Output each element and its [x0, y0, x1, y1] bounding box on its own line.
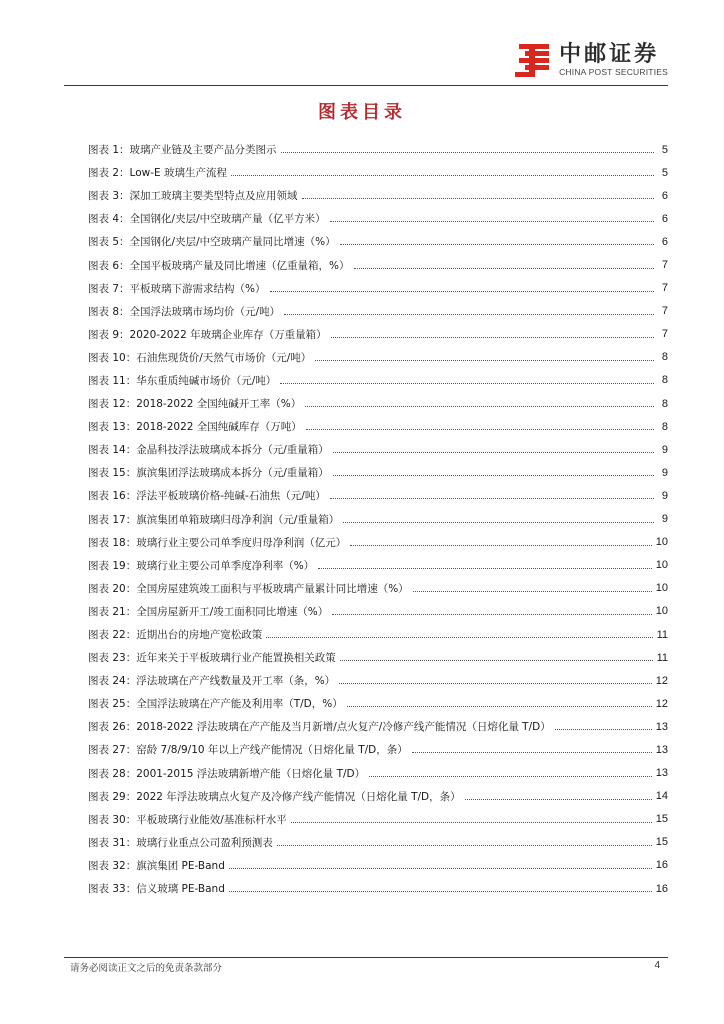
- toc-entry-page-number: 13: [655, 720, 668, 733]
- toc-dot-leader: [270, 291, 654, 292]
- toc-entry[interactable]: [88, 738, 668, 761]
- toc-entry-page-number: 7: [661, 282, 668, 295]
- toc-dot-leader: [284, 314, 654, 315]
- toc-dot-leader: [339, 683, 652, 684]
- toc-entry-label: 图表 13：: [88, 421, 137, 434]
- toc-entry-page-number: 5: [661, 166, 668, 179]
- toc-dot-leader: [306, 429, 654, 430]
- toc-dot-leader: [413, 591, 652, 592]
- page-title: 图表目录: [318, 102, 406, 123]
- toc-entry[interactable]: [88, 600, 668, 623]
- toc-dot-leader: [369, 776, 652, 777]
- toc-entry-label: 图表 15：: [88, 467, 137, 480]
- toc-entry-label: 图表 17：: [88, 513, 137, 526]
- toc-dot-leader: [350, 545, 652, 546]
- toc-entry[interactable]: [88, 577, 668, 600]
- footer-disclaimer: 请务必阅读正文之后的免责条款部分: [70, 963, 223, 974]
- toc-dot-leader: [291, 822, 652, 823]
- toc-dot-leader: [229, 891, 652, 892]
- toc-entry-page-number: 6: [661, 189, 668, 202]
- toc-entry-label: 图表 8：: [88, 305, 130, 318]
- toc-entry-caption: 2020-2022 年玻璃企业库存（万重量箱）: [129, 328, 327, 341]
- toc-entry[interactable]: [88, 508, 668, 531]
- toc-entry-label: 图表 11：: [88, 374, 137, 387]
- toc-dot-leader: [318, 568, 652, 569]
- toc-entry[interactable]: [88, 715, 668, 738]
- toc-entry-caption: 2001-2015 浮法玻璃新增产能（日熔化量 T/D）: [136, 767, 366, 780]
- toc-entry-caption: 全国浮法玻璃市场均价（元/吨）: [129, 305, 281, 318]
- toc-entry-caption: 华东重质纯碱市场价（元/吨）: [136, 374, 277, 387]
- toc-entry-label: 图表 20：: [88, 582, 137, 595]
- toc-entry-label: 图表 10：: [88, 351, 137, 364]
- toc-dot-leader: [266, 637, 652, 638]
- toc-entry-caption: 浮法玻璃在产产线数量及开工率（条，%）: [136, 675, 336, 688]
- toc-dot-leader: [412, 752, 652, 753]
- toc-entry-label: 图表 32：: [88, 859, 137, 872]
- company-logo: [515, 42, 668, 78]
- toc-entry-label: 图表 19：: [88, 559, 137, 572]
- toc-dot-leader: [343, 522, 654, 523]
- page-header: [0, 0, 724, 92]
- toc-entry-label: 图表 25：: [88, 698, 137, 711]
- toc-entry-label: 图表 26：: [88, 721, 137, 734]
- toc-entry-label: 图表 4：: [88, 213, 130, 226]
- toc-entry[interactable]: [88, 877, 668, 900]
- toc-entry[interactable]: [88, 392, 668, 415]
- toc-entry-page-number: 12: [655, 697, 668, 710]
- toc-entry-label: 图表 31：: [88, 836, 137, 849]
- logo-english-name: CHINA POST SECURITIES: [559, 66, 668, 77]
- toc-dot-leader: [305, 406, 654, 407]
- toc-entry-page-number: 9: [661, 466, 668, 479]
- toc-entry-caption: 玻璃行业重点公司盈利预测表: [136, 836, 273, 849]
- toc-entry-label: 图表 2：: [88, 167, 130, 180]
- header-divider: [64, 85, 668, 86]
- toc-dot-leader: [315, 360, 654, 361]
- toc-entry-caption: 全国房屋新开工/竣工面积同比增速（%）: [136, 605, 329, 618]
- toc-entry-page-number: 14: [655, 790, 668, 803]
- toc-entry-page-number: 11: [656, 651, 668, 664]
- toc-entry-label: 图表 16：: [88, 490, 137, 503]
- toc-dot-leader: [229, 868, 652, 869]
- toc-entry-label: 图表 3：: [88, 190, 130, 203]
- toc-entry-caption: 全国浮法玻璃在产产能及利用率（T/D，%）: [136, 698, 343, 711]
- toc-dot-leader: [340, 244, 654, 245]
- toc-entry-label: 图表 6：: [88, 259, 130, 272]
- toc-entry-caption: 近期出台的房地产宽松政策: [136, 629, 263, 642]
- toc-entry-page-number: 9: [661, 513, 668, 526]
- toc-entry-caption: 全国钢化/夹层/中空玻璃产量（亿平方米）: [129, 213, 326, 226]
- toc-entry-page-number: 8: [661, 420, 668, 433]
- toc-entry-page-number: 13: [655, 767, 668, 780]
- toc-entry[interactable]: [88, 692, 668, 715]
- toc-dot-leader: [354, 268, 654, 269]
- toc-dot-leader: [347, 706, 652, 707]
- toc-dot-leader: [231, 175, 654, 176]
- toc-dot-leader: [277, 845, 652, 846]
- toc-dot-leader: [330, 221, 654, 222]
- toc-entry-caption: 全国钢化/夹层/中空玻璃产量同比增速（%）: [129, 236, 336, 249]
- toc-entry-caption: 玻璃产业链及主要产品分类图示: [129, 144, 277, 157]
- toc-entry-page-number: 10: [655, 605, 668, 618]
- toc-entry-page-number: 7: [661, 259, 668, 272]
- toc-entry-caption: 玻璃行业主要公司单季度净利率（%）: [136, 559, 315, 572]
- toc-entry-page-number: 10: [655, 536, 668, 549]
- toc-entry-page-number: 8: [661, 397, 668, 410]
- toc-entry[interactable]: [88, 253, 668, 276]
- toc-entry-label: 图表 21：: [88, 605, 137, 618]
- toc-entry-label: 图表 18：: [88, 536, 137, 549]
- toc-entry[interactable]: [88, 184, 668, 207]
- toc-entry-label: 图表 27：: [88, 744, 137, 757]
- toc-entry-page-number: 9: [661, 489, 668, 502]
- toc-entry-label: 图表 29：: [88, 790, 137, 803]
- toc-entry-label: 图表 9：: [88, 328, 130, 341]
- toc-entry-caption: 2018-2022 全国纯碱库存（万吨）: [136, 421, 302, 434]
- toc-entry[interactable]: [88, 808, 668, 831]
- toc-entry-caption: 2018-2022 浮法玻璃在产产能及当月新增/点火复产/冷修产线产能情况（日熔化量 T/D）: [136, 721, 551, 734]
- toc-entry-caption: 2018-2022 全国纯碱开工率（%）: [136, 398, 302, 411]
- logo-chinese-name: 中邮证券: [559, 41, 660, 67]
- toc-entry[interactable]: [88, 831, 668, 854]
- toc-entry-caption: 信义玻璃 PE-Band: [136, 883, 225, 896]
- toc-entry-caption: 石油焦现货价/天然气市场价（元/吨）: [136, 351, 312, 364]
- toc-entry[interactable]: [88, 623, 668, 646]
- toc-entry[interactable]: [88, 277, 668, 300]
- toc-entry-caption: Low-E 玻璃生产流程: [129, 167, 227, 180]
- toc-dot-leader: [330, 498, 654, 499]
- toc-entry-page-number: 16: [655, 882, 668, 895]
- toc-entry[interactable]: [88, 230, 668, 253]
- china-post-logo-icon: [515, 42, 553, 78]
- toc-entry-page-number: 10: [655, 559, 668, 572]
- toc-entry-page-number: 7: [661, 305, 668, 318]
- toc-entry[interactable]: [88, 762, 668, 785]
- toc-entry-caption: 深加工玻璃主要类型特点及应用领域: [129, 190, 298, 203]
- toc-entry[interactable]: [88, 323, 668, 346]
- toc-dot-leader: [332, 614, 652, 615]
- toc-entry-caption: 玻璃行业主要公司单季度归母净利润（亿元）: [136, 536, 347, 549]
- toc-dot-leader: [465, 799, 652, 800]
- toc-entry-label: 图表 1：: [88, 144, 130, 157]
- toc-entry-label: 图表 30：: [88, 813, 137, 826]
- toc-entry[interactable]: [88, 461, 668, 484]
- toc-dot-leader: [302, 198, 654, 199]
- toc-entry[interactable]: [88, 484, 668, 507]
- footer-divider: [64, 957, 668, 958]
- toc-entry[interactable]: [88, 369, 668, 392]
- footer-page-number: 4: [654, 960, 660, 971]
- toc-entry[interactable]: [88, 854, 668, 877]
- toc-entry[interactable]: [88, 300, 668, 323]
- toc-entry-label: 图表 28：: [88, 767, 137, 780]
- toc-entry-label: 图表 23：: [88, 652, 137, 665]
- toc-entry-caption: 2022 年浮法玻璃点火复产及冷修产线产能情况（日熔化量 T/D，条）: [136, 790, 461, 803]
- toc-entry[interactable]: [88, 346, 668, 369]
- toc-entry-page-number: 9: [661, 443, 668, 456]
- toc-entry-label: 图表 7：: [88, 282, 130, 295]
- toc-entry-page-number: 16: [655, 859, 668, 872]
- toc-entry-page-number: 8: [661, 351, 668, 364]
- toc-entry[interactable]: [88, 531, 668, 554]
- toc-dot-leader: [333, 475, 654, 476]
- toc-entry[interactable]: [88, 669, 668, 692]
- toc-entry-page-number: 6: [661, 235, 668, 248]
- toc-entry-caption: 平板玻璃行业能效/基准标杆水平: [136, 813, 287, 826]
- toc-entry[interactable]: [88, 646, 668, 669]
- toc-dot-leader: [333, 452, 654, 453]
- toc-entry-caption: 近年来关于平板玻璃行业产能置换相关政策: [136, 652, 336, 665]
- toc-entry-caption: 窑龄 7/8/9/10 年以上产线产能情况（日熔化量 T/D，条）: [136, 744, 408, 757]
- toc-entry-label: 图表 24：: [88, 675, 137, 688]
- toc-dot-leader: [340, 660, 653, 661]
- toc-dot-leader: [281, 152, 654, 153]
- toc-entry-caption: 金晶科技浮法玻璃成本拆分（元/重量箱）: [136, 444, 329, 457]
- toc-entry-caption: 旗滨集团单箱玻璃归母净利润（元/重量箱）: [136, 513, 340, 526]
- toc-entry-caption: 平板玻璃下游需求结构（%）: [129, 282, 266, 295]
- toc-entry-page-number: 11: [656, 628, 668, 641]
- toc-entry-label: 图表 5：: [88, 236, 130, 249]
- toc-entry-label: 图表 33：: [88, 883, 137, 896]
- toc-entry-page-number: 15: [655, 836, 668, 849]
- toc-entry-label: 图表 22：: [88, 629, 137, 642]
- toc-entry-page-number: 8: [661, 374, 668, 387]
- toc-dot-leader: [331, 337, 654, 338]
- toc-entry-page-number: 10: [655, 582, 668, 595]
- toc-entry[interactable]: [88, 554, 668, 577]
- toc-entry[interactable]: [88, 415, 668, 438]
- toc-entry[interactable]: [88, 207, 668, 230]
- toc-entry-page-number: 6: [661, 212, 668, 225]
- toc-entry[interactable]: [88, 138, 668, 161]
- toc-entry-page-number: 15: [655, 813, 668, 826]
- toc-dot-leader: [555, 729, 652, 730]
- toc-entry-caption: 旗滨集团 PE-Band: [136, 859, 225, 872]
- toc-entry-page-number: 12: [655, 674, 668, 687]
- toc-entry-caption: 全国平板玻璃产量及同比增速（亿重量箱，%）: [129, 259, 350, 272]
- toc-entry-page-number: 7: [661, 328, 668, 341]
- toc-entry-caption: 浮法平板玻璃价格-纯碱-石油焦（元/吨）: [136, 490, 326, 503]
- toc-entry-page-number: 5: [661, 143, 668, 156]
- toc-entry-caption: 全国房屋建筑竣工面积与平板玻璃产量累计同比增速（%）: [136, 582, 409, 595]
- toc-entry-caption: 旗滨集团浮法玻璃成本拆分（元/重量箱）: [136, 467, 329, 480]
- toc-entry-label: 图表 14：: [88, 444, 137, 457]
- toc-entry-page-number: 13: [655, 743, 668, 756]
- toc-entry[interactable]: [88, 785, 668, 808]
- toc-dot-leader: [280, 383, 654, 384]
- toc-entry[interactable]: [88, 438, 668, 461]
- toc-entry[interactable]: [88, 161, 668, 184]
- table-of-figures: [88, 138, 668, 900]
- toc-entry-label: 图表 12：: [88, 398, 137, 411]
